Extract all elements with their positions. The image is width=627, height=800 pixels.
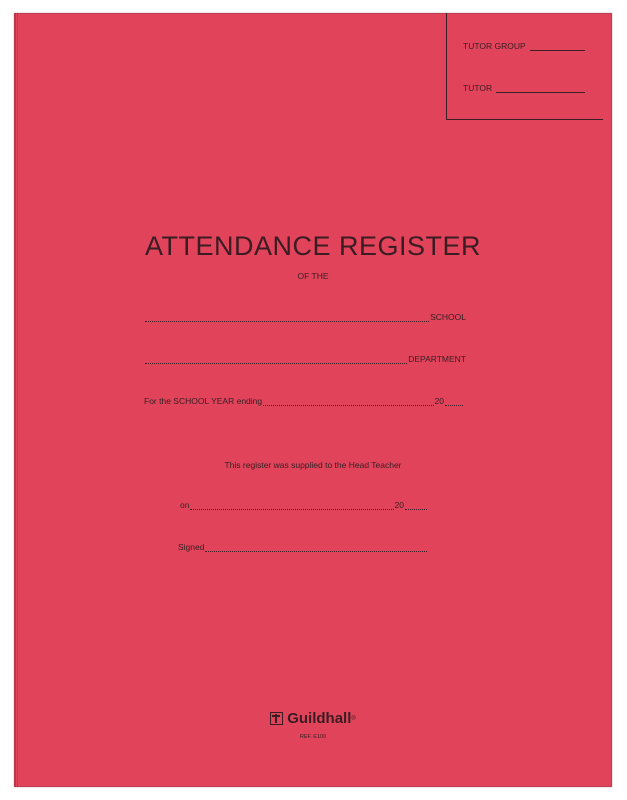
tutor-group-field[interactable] [463,41,585,51]
tutor-group-label: TUTOR GROUP [463,41,526,51]
on-year-end-line[interactable] [405,501,427,510]
school-year-dotted-line[interactable] [263,397,433,406]
signed-label: Signed [178,542,205,552]
on-date-dotted-line[interactable] [190,501,393,510]
signed-dotted-line[interactable] [205,543,427,552]
department-dotted-line[interactable] [145,355,407,364]
registered-mark: ® [351,715,356,722]
tutor-field[interactable] [463,83,585,93]
guildhall-logo-icon [270,712,283,725]
tutor-box [446,13,603,120]
school-year-suffix: 20 [434,396,444,406]
school-field[interactable] [144,312,466,322]
on-date-field[interactable] [180,500,428,510]
tutor-line[interactable] [496,83,585,93]
tutor-group-line[interactable] [530,41,585,51]
department-field[interactable] [144,354,466,364]
product-ref: REF. E100 [299,734,327,740]
cover-stitch [17,13,18,787]
supplied-statement: This register was supplied to the Head Teacher [224,460,402,470]
register-cover [14,13,612,787]
brand-logo [14,710,612,727]
page-title: ATTENDANCE REGISTER [144,231,482,261]
school-year-field[interactable] [144,396,464,406]
on-label: on [180,500,190,510]
school-year-end-line[interactable] [445,397,463,406]
page-subtitle: OF THE [297,271,329,281]
school-year-label: For the SCHOOL YEAR ending [144,396,263,406]
brand-name: Guildhall [287,710,352,727]
department-label: DEPARTMENT [408,354,466,364]
on-year-suffix: 20 [394,500,404,510]
school-dotted-line[interactable] [145,313,429,322]
signed-field[interactable] [178,542,428,552]
tutor-label: TUTOR [463,83,493,93]
cover-spine [14,13,16,787]
school-label: SCHOOL [430,312,466,322]
